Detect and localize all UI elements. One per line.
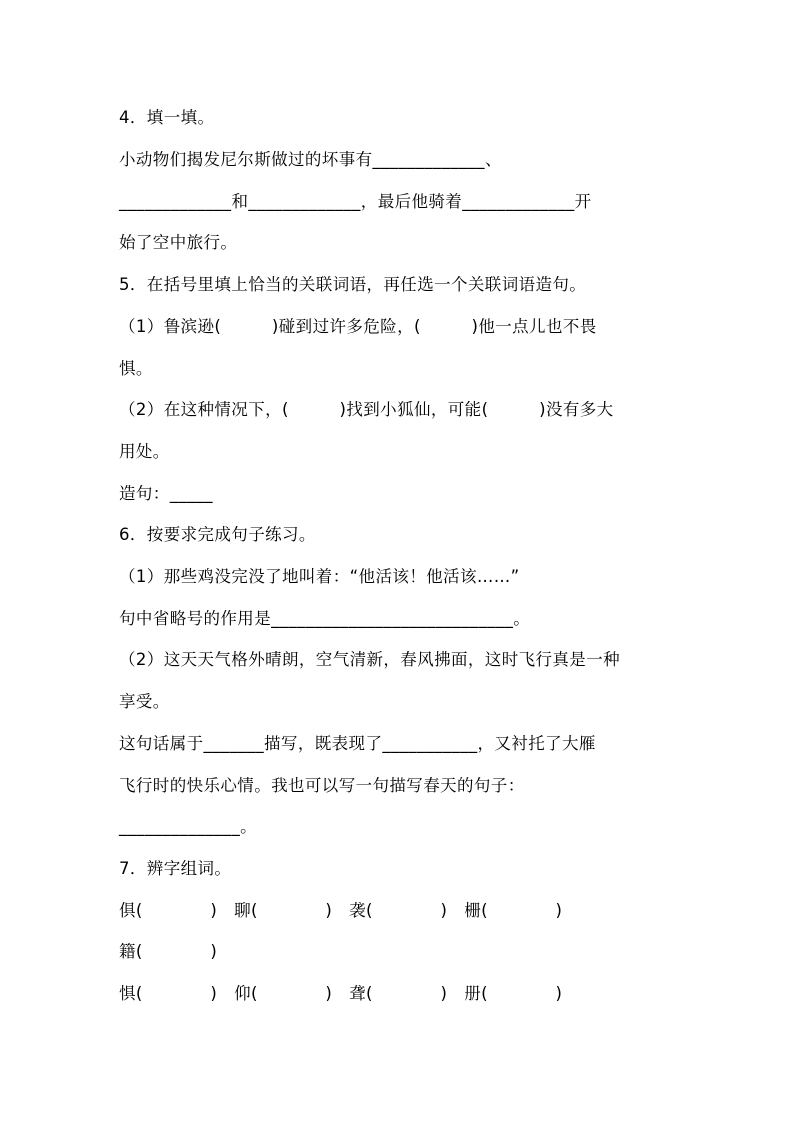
question-6-item-1-answer: 句中省略号的作用是____________________________。 (119, 609, 531, 628)
question-5-item-1-line-2: 惧。 (119, 359, 153, 378)
question-6-heading: 6．按要求完成句子练习。 (119, 525, 316, 544)
question-7-row-2: 籍( ) (119, 942, 218, 961)
question-6-item-2-answer-line-2: 飞行时的快乐心情。我也可以写一句描写春天的句子： (119, 776, 525, 795)
question-7-heading: 7．辨字组词。 (119, 859, 232, 878)
question-7-row-3: 惧( ) 仰( ) 聋( ) 册( ) (119, 984, 563, 1003)
question-5-sentence: 造句：_____ (119, 484, 213, 503)
question-6-item-2-line-1: （2）这天天气格外晴朗，空气清新，春风拂面，这时飞行真是一种 (119, 650, 620, 669)
question-4-line-1: 小动物们揭发尼尔斯做过的坏事有_____________、 (119, 150, 502, 169)
question-4-line-2: _____________和_____________，最后他骑着_____________开 (119, 192, 592, 211)
question-5-heading: 5．在括号里填上恰当的关联词语，再任选一个关联词语造句。 (119, 275, 587, 294)
question-6-item-2-line-2: 享受。 (119, 692, 170, 711)
question-5-item-2-line-2: 用处。 (119, 442, 170, 461)
question-5-item-2-line-1: （2）在这种情况下，( )找到小狐仙，可能( )没有多大 (119, 400, 614, 419)
question-6-item-2-answer-line-1: 这句话属于_______描写，既表现了___________，又衬托了大雁 (119, 734, 596, 753)
question-5-item-1-line-1: （1）鲁滨逊( )碰到过许多危险，( )他一点儿也不畏 (119, 317, 597, 336)
question-4-line-3: 始了空中旅行。 (119, 233, 238, 252)
question-4-heading: 4．填一填。 (119, 108, 215, 127)
document-page (119, 0, 679, 1123)
question-7-row-1: 俱( ) 聊( ) 袭( ) 栅( ) (119, 901, 563, 920)
question-6-item-2-answer-line-3: ______________。 (119, 817, 257, 836)
question-6-item-1: （1）那些鸡没完没了地叫着：“他活该！他活该……” (119, 567, 520, 586)
